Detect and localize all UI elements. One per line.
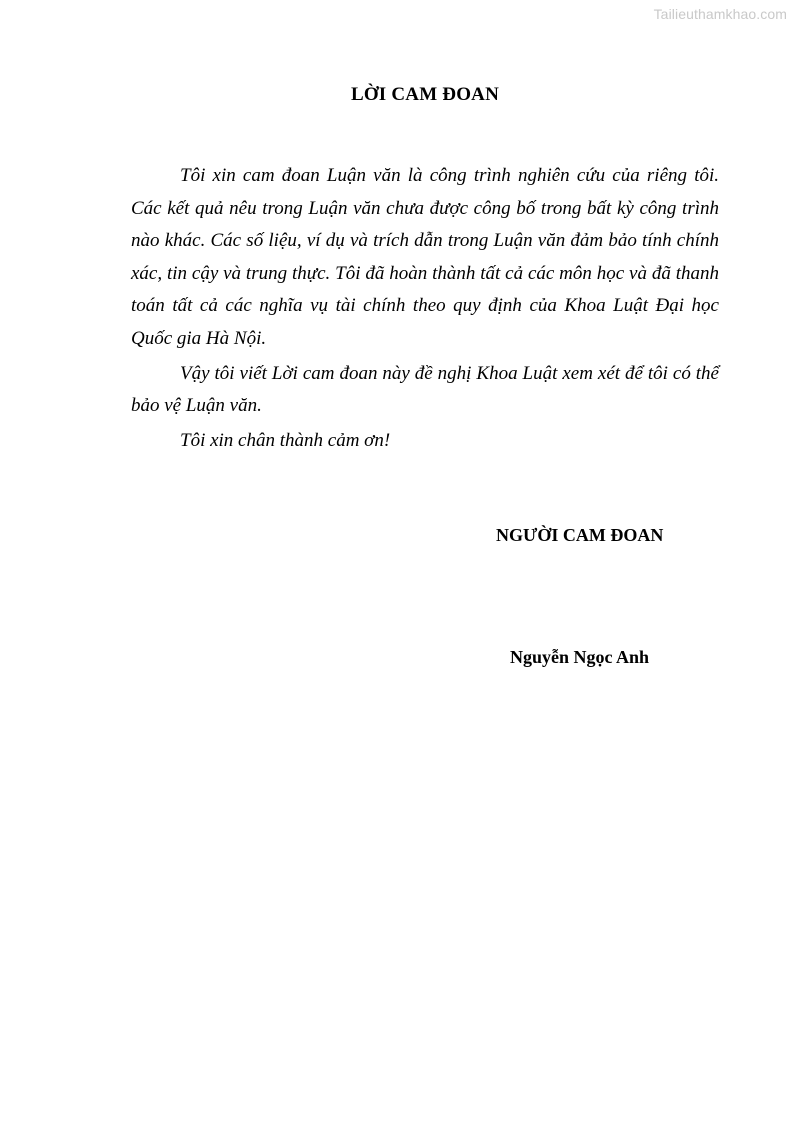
paragraph-declaration: Tôi xin cam đoan Luận văn là công trình nghiên cứu của riêng tôi. Các kết quả nêu trong Luận văn chưa được công bố trong bất kỳ công trình nào khác. Các số liệu, ví dụ và trích dẫn trong Luận văn đảm bảo tính chính xác, tin cậy và trung thực. Tôi đã hoàn thành tất cả các môn học và đã thanh toán tất cả các nghĩa vụ tài chính theo quy định của Khoa Luật Đại học Quốc gia Hà Nội. <box>131 165 719 349</box>
page-title: LỜI CAM ĐOAN <box>350 84 500 105</box>
signer-role: NGƯỜI CAM ĐOAN <box>496 525 664 545</box>
paragraph-thanks: Tôi xin chân thành cảm ơn! <box>180 429 391 451</box>
declaration-body <box>131 160 719 457</box>
paragraph-request: Vậy tôi viết Lời cam đoan này đề nghị Khoa Luật xem xét để tôi có thể bảo vệ Luận văn. <box>131 362 719 417</box>
signer-name: Nguyễn Ngọc Anh <box>510 647 650 667</box>
watermark-text: Tailieuthamkhao.com <box>653 6 787 22</box>
